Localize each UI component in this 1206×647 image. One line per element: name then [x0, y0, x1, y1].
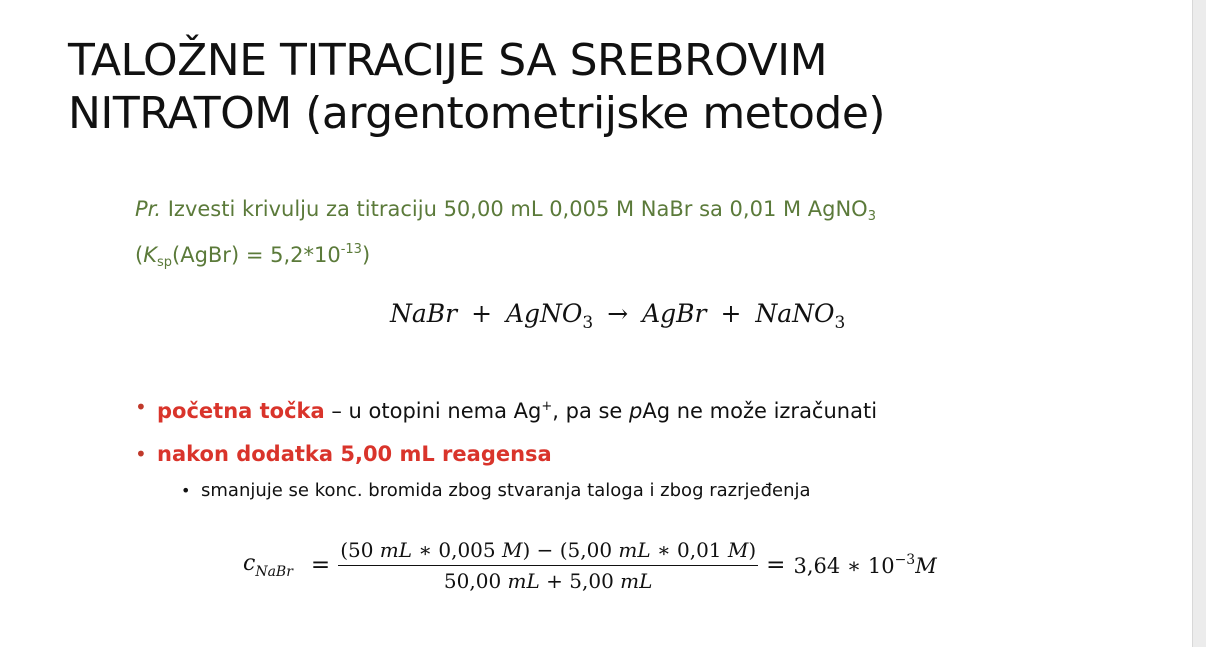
ksp-open: ( [135, 243, 144, 267]
example-sub-3: 3 [867, 209, 876, 224]
formula-lhs-c: c [243, 550, 256, 576]
viewer-right-gutter [1192, 0, 1206, 647]
result-unit: M [915, 554, 937, 578]
result-value: 3,64 ∗ 10 [793, 554, 895, 578]
sub-bullet [181, 477, 811, 505]
result-exponent: −3 [894, 552, 916, 568]
ksp-mid: (AgBr) = 5,2*10 [172, 243, 341, 267]
product-2-base: NaNO [755, 299, 835, 328]
product-2 [755, 299, 846, 333]
num-part-c: ) − (5,00 [522, 537, 619, 562]
formula-lhs [243, 551, 293, 580]
ksp-close: ) [361, 243, 371, 267]
num-unit-1: mL [379, 537, 413, 562]
bullet-starting-point [135, 392, 877, 439]
bullet-list [135, 392, 877, 486]
reactant-2 [505, 299, 594, 333]
num-unit-4: M [727, 537, 749, 562]
bullet-2-highlight: nakon dodatka 5,00 mL reagensa [157, 442, 552, 466]
den-part-b: + 5,00 [539, 568, 621, 593]
den-unit-2: mL [620, 568, 653, 593]
product-1: AgBr [642, 299, 707, 328]
ksp-exponent: -13 [340, 242, 362, 257]
bullet-1-text-a: – u otopini nema Ag [324, 399, 542, 423]
num-part-d: ∗ 0,01 [650, 537, 728, 562]
plus-2: + [720, 299, 742, 328]
reaction-equation [390, 299, 845, 333]
reactant-2-base: AgNO [505, 299, 583, 328]
bullet-dot-icon: • [135, 442, 147, 466]
bullet-1-highlight: početna točka [157, 399, 325, 423]
num-part-a: (50 [340, 537, 380, 562]
ksp-k: K [143, 243, 157, 267]
den-unit-1: mL [507, 568, 540, 593]
title-line-1: TALOŽNE TITRACIJE SA SREBROVIM [68, 35, 828, 86]
slide-title [68, 34, 1168, 140]
formula-denominator [444, 566, 653, 593]
den-part-a: 50,00 [443, 568, 508, 593]
title-line-2: NITRATOM (argentometrijske metode) [68, 88, 886, 139]
formula-lhs-sub: NaBr [255, 563, 293, 580]
num-unit-2: M [501, 537, 523, 562]
num-part-b: ∗ 0,005 [412, 537, 502, 562]
formula-fraction [338, 538, 758, 593]
plus-1: + [471, 299, 493, 328]
bullet-1-text-c: Ag ne može izračunati [642, 399, 878, 423]
bullet-1-text-b: , pa se [552, 399, 630, 423]
reactant-2-sub: 3 [582, 313, 594, 333]
formula-numerator [338, 538, 758, 566]
bullet-1-italic: p [629, 399, 643, 423]
num-part-e: ) [748, 537, 757, 562]
num-unit-3: mL [618, 537, 651, 562]
example-text: Izvesti krivulju za titraciju 50,00 mL 0,005 M NaBr sa 0,01 M AgNO [161, 197, 868, 221]
ksp-sub: sp [156, 255, 173, 270]
concentration-formula [243, 533, 937, 597]
sub-bullet-text: smanjuje se konc. bromida zbog stvaranja taloga i zbog razrjeđenja [201, 480, 811, 501]
formula-result [793, 552, 936, 578]
example-line-2 [135, 233, 876, 279]
example-line-1 [135, 193, 876, 233]
bullet-dot-icon: • [135, 395, 147, 419]
product-2-sub: 3 [834, 313, 846, 333]
example-problem [135, 193, 876, 279]
bullet-1-sup: + [541, 399, 553, 414]
sub-bullet-dot-icon: • [181, 481, 191, 500]
formula-equals-2: = [766, 552, 786, 578]
reaction-arrow: → [607, 299, 629, 328]
formula-equals: = [310, 552, 331, 578]
example-prefix: Pr. [135, 197, 162, 221]
reactant-1: NaBr [390, 299, 458, 328]
